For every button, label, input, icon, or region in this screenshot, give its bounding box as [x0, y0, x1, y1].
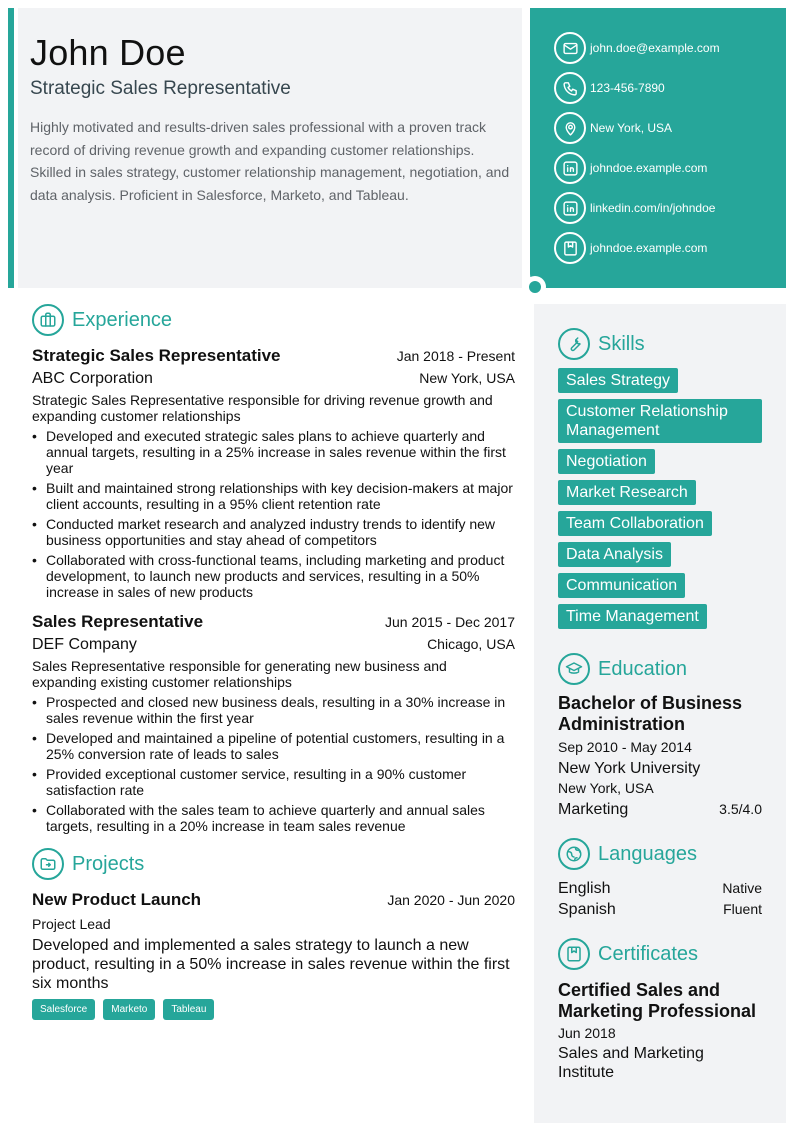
achievement-item: • Developed and executed strategic sales plans to achieve quarterly and annual targets, resulting in a 25% increase in sales revenue within the first year: [32, 428, 515, 476]
skills-title: Skills: [598, 332, 645, 355]
project-description: Developed and implemented a sales strategy to launch a new product, resulting in a 50% increase in sales revenue within the first six months: [32, 937, 510, 992]
language-level: Native: [722, 880, 762, 896]
project-dates: Jan 2020 - Jun 2020: [387, 892, 515, 908]
candidate-name: John Doe: [30, 32, 186, 73]
experience-entry: [32, 612, 515, 834]
experience-heading: [32, 304, 515, 336]
contact-phone[interactable]: [554, 72, 786, 104]
contact-panel: [530, 8, 786, 288]
contact-linkedin-text: linkedin.com/in/johndoe: [590, 201, 716, 215]
languages-title: Languages: [598, 842, 697, 865]
job-description: Sales Representative responsible for generating new business and expanding existing customer relationships: [32, 658, 447, 690]
contact-email[interactable]: [554, 32, 786, 64]
achievement-item: • Prospected and closed new business deals, resulting in a 30% increase in sales revenue within the first year: [32, 694, 515, 726]
achievement-item: • Collaborated with the sales team to achieve quarterly and annual sales targets, resulting in a 20% increase in team sales revenue: [32, 802, 515, 834]
achievement-item: • Developed and maintained a pipeline of potential customers, resulting in a 25% conversion rate of leads to sales: [32, 730, 515, 762]
skill-tag: Data Analysis: [558, 542, 671, 567]
project-tag: Salesforce: [32, 999, 95, 1020]
project-role: Project Lead: [32, 916, 111, 932]
contact-email-text: john.doe@example.com: [590, 41, 720, 55]
decorative-dot: [524, 276, 546, 298]
achievement-list: [32, 694, 515, 834]
contact-phone-text: 123-456-7890: [590, 81, 665, 95]
achievement-item: • Conducted market research and analyzed industry trends to identify new business opportunities and stay ahead of competitors: [32, 516, 515, 548]
language-row: [558, 899, 762, 920]
education-title: Education: [598, 657, 687, 680]
contact-website-text: johndoe.example.com: [590, 161, 708, 175]
job-title: Sales Representative: [32, 612, 204, 631]
skill-tag: Market Research: [558, 480, 696, 505]
main-column: [32, 304, 515, 1020]
achievement-item: • Collaborated with cross-functional teams, including marketing and product development, to launch new products and services, resulting in a 50% increase in sales of new products: [32, 552, 515, 600]
education-heading: [558, 653, 762, 685]
project-name: New Product Launch: [32, 890, 202, 909]
experience-entry: [32, 346, 515, 600]
job-location: Chicago, USA: [427, 636, 515, 652]
job-dates: Jun 2015 - Dec 2017: [385, 614, 515, 630]
company-name: ABC Corporation: [32, 370, 153, 387]
projects-title: Projects: [72, 852, 145, 875]
achievement-item: • Built and maintained strong relationships with key decision-makers at major client accounts, resulting in a 95% client retention rate: [32, 480, 515, 512]
contact-location-text: New York, USA: [590, 121, 673, 135]
gpa: 3.5/4.0: [719, 801, 762, 817]
portfolio-icon: [554, 232, 586, 264]
project-tag: Marketo: [103, 999, 155, 1020]
certificates-heading: [558, 938, 762, 970]
projects-heading: [32, 848, 515, 880]
contact-website[interactable]: [554, 152, 786, 184]
languages-heading: [558, 838, 762, 870]
language-level: Fluent: [723, 901, 762, 917]
accent-bar: [8, 8, 14, 288]
achievement-item: • Provided exceptional customer service, resulting in a 90% customer satisfaction rate: [32, 766, 515, 798]
achievement-list: [32, 428, 515, 600]
skill-tag: Time Management: [558, 604, 707, 629]
skill-tag: Customer Relationship Management: [558, 399, 762, 443]
phone-icon: [554, 72, 586, 104]
language-name: English: [558, 880, 611, 897]
education-dates: Sep 2010 - May 2014: [558, 739, 692, 755]
wrench-icon: [558, 328, 590, 360]
experience-title: Experience: [72, 308, 173, 331]
language-row: [558, 878, 762, 899]
header-panel: [18, 8, 522, 288]
skill-tag: Sales Strategy: [558, 368, 678, 393]
briefcase-icon: [32, 304, 64, 336]
job-location: New York, USA: [419, 370, 515, 386]
project-tags: [32, 999, 515, 1020]
certificate-name: Certified Sales and Marketing Professional: [558, 980, 757, 1021]
graduation-cap-icon: [558, 653, 590, 685]
language-name: Spanish: [558, 901, 616, 918]
sidebar: [534, 304, 786, 1123]
certificates-title: Certificates: [598, 942, 699, 965]
job-dates: Jan 2018 - Present: [396, 348, 515, 364]
degree: Bachelor of Business Administration: [558, 693, 743, 734]
company-name: DEF Company: [32, 636, 137, 653]
certificate-icon: [558, 938, 590, 970]
field-of-study: Marketing: [558, 801, 629, 818]
languages-list: [558, 878, 762, 920]
project-entry: [32, 890, 515, 1020]
map-pin-icon: [554, 112, 586, 144]
linkedin-icon: [554, 152, 586, 184]
contact-portfolio[interactable]: [554, 232, 786, 264]
project-tag: Tableau: [163, 999, 214, 1020]
skill-tag: Team Collaboration: [558, 511, 712, 536]
certificate-date: Jun 2018: [558, 1025, 616, 1041]
candidate-title: Strategic Sales Representative: [30, 78, 291, 99]
job-title: Strategic Sales Representative: [32, 346, 281, 365]
summary: Highly motivated and results-driven sales professional with a proven track record of driving revenue growth and expanding customer relationships. Skilled in sales strategy, customer relationship management, negotiation, and data analysis. Proficient in Salesforce, Marketo, and Tableau.: [30, 119, 510, 203]
contact-location: [554, 112, 786, 144]
contact-linkedin[interactable]: [554, 192, 786, 224]
contact-portfolio-text: johndoe.example.com: [590, 241, 708, 255]
linkedin-icon: [554, 192, 586, 224]
job-description: Strategic Sales Representative responsible for driving revenue growth and expanding customer relationships: [32, 392, 493, 424]
school-name: New York University: [558, 760, 701, 777]
folder-icon: [32, 848, 64, 880]
skill-tag: Negotiation: [558, 449, 655, 474]
certificate-issuer: Sales and Marketing Institute: [558, 1045, 704, 1081]
skills-heading: [558, 328, 762, 360]
education-entry: [558, 693, 762, 820]
skill-tag: Communication: [558, 573, 685, 598]
school-location: New York, USA: [558, 780, 654, 796]
certificate-entry: [558, 980, 762, 1082]
globe-icon: [558, 838, 590, 870]
mail-icon: [554, 32, 586, 64]
skills-list: [558, 368, 762, 635]
